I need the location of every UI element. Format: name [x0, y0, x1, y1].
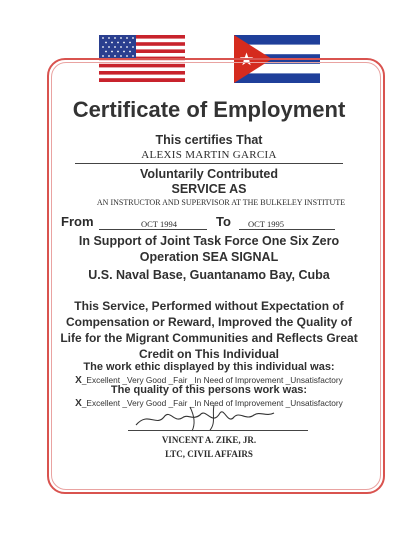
- quality-check-mark: X: [75, 398, 82, 409]
- role-line: AN INSTRUCTOR AND SUPERVISOR AT THE BULKELEY INSTITUTE: [96, 198, 346, 207]
- from-underline: [99, 229, 207, 230]
- support-line: In Support of Joint Task Force One Six Zero: [78, 234, 340, 248]
- contributed-line: Voluntarily Contributed: [140, 167, 278, 181]
- work-ethic-label: The work ethic displayed by this individual was:: [83, 361, 335, 373]
- statement-line-3: Life for the Migrant Communities and Reflects Great: [60, 331, 358, 345]
- statement-line-2: Compensation or Reward, Improved the Quality of: [65, 315, 353, 329]
- signer-title: LTC, CIVIL AFFAIRS: [165, 449, 253, 459]
- operation-line: Operation SEA SIGNAL: [139, 250, 279, 264]
- location-line: U.S. Naval Base, Guantanamo Bay, Cuba: [88, 268, 330, 282]
- statement-line-1: This Service, Performed without Expectation of: [74, 299, 344, 313]
- to-underline: [239, 229, 335, 230]
- date-range: [61, 214, 381, 232]
- to-date: OCT 1995: [248, 219, 284, 229]
- from-label: From: [61, 214, 94, 229]
- quality-options: _Excellent _Very Good _Fair _In Need of Improvement _Unsatisfactory: [81, 398, 343, 408]
- work-ethic-options: _Excellent _Very Good _Fair _In Need of Improvement _Unsatisfactory: [81, 375, 343, 385]
- from-date: OCT 1994: [141, 219, 177, 229]
- name-underline: [75, 163, 343, 164]
- employee-name: ALEXIS MARTIN GARCIA: [141, 149, 277, 161]
- to-label: To: [216, 214, 231, 229]
- service-as-line: SERVICE AS: [171, 182, 247, 196]
- certificate-title: Certificate of Employment: [72, 97, 346, 122]
- statement-line-4: Credit on This Individual: [138, 347, 279, 361]
- certifies-line: This certifies That: [155, 133, 263, 147]
- signer-name: VINCENT A. ZIKE, JR.: [161, 435, 257, 445]
- signature-icon: [130, 403, 280, 433]
- work-ethic-check-mark: X: [75, 375, 82, 386]
- signature-line: [128, 430, 308, 431]
- quality-label: The quality of this persons work was:: [110, 384, 308, 396]
